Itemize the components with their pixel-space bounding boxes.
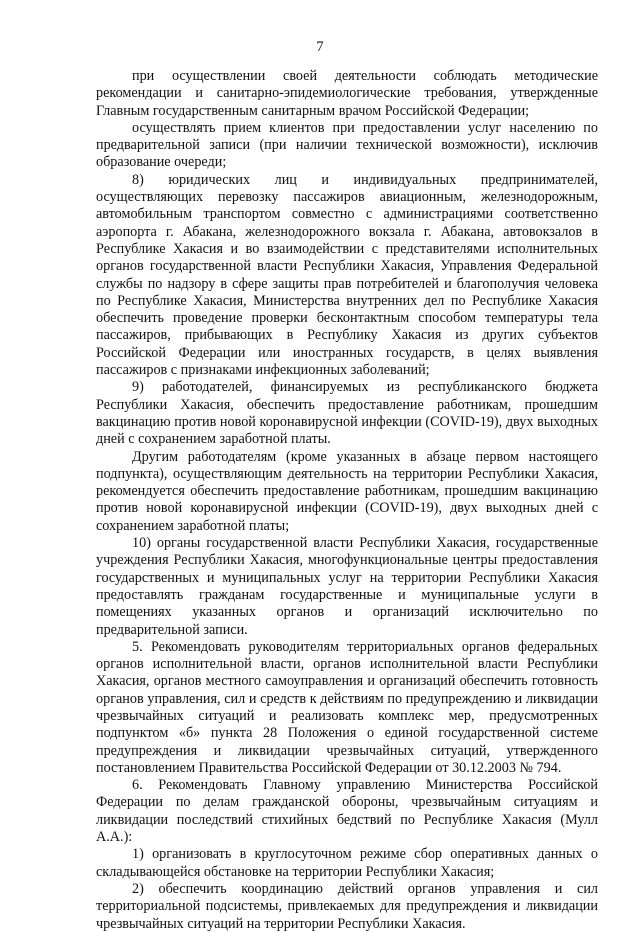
paragraph: 1) организовать в круглосуточном режиме сбор оперативных данных о складывающейся обстановке на территории Республики Хакасия;	[96, 846, 598, 880]
paragraph: 5. Рекомендовать руководителям территориальных органов федеральных органов исполнительной власти, органов исполнительной власти Республики Хакасия, органов местного самоуправления и организаций обеспечить готовность органов управления, сил и средств к действиям по предупреждению и ликвидации чрезвычайных ситуаций и реализовать комплекс мер, предусмотренных подпунктом «б» пункта 28 Положения о единой государственной системе предупреждения и ликвидации чрезвычайных ситуаций, утвержденного постановлением Правительства Российской Федерации от 30.12.2003 № 794.	[96, 638, 598, 776]
paragraph: 2) обеспечить координацию действий органов управления и сил территориальной подсистемы, привлекаемых для предупреждения и ликвидации чрезвычайных ситуаций на территории Республики Хакасия.	[96, 880, 598, 932]
document-body	[96, 68, 598, 933]
paragraph: осуществлять прием клиентов при предоставлении услуг населению по предварительной записи (при наличии технической возможности), исключив образование очереди;	[96, 119, 598, 171]
paragraph: 9) работодателей, финансируемых из республиканского бюджета Республики Хакасия, обеспечить предоставление работникам, прошедшим вакцинацию против новой коронавирусной инфекции (COVID-19), двух выходных дней с сохранением заработной платы.	[96, 379, 598, 448]
paragraph: 8) юридических лиц и индивидуальных предпринимателей, осуществляющих перевозку пассажиров авиационным, железнодорожным, автомобильным транспортом совместно с администрациями соответственно аэропорта г. Абакана, железнодорожного вокзала г. Абакана, автовокзалов в Республике Хакасия и во взаимодействии с представителями исполнительных органов государственной власти Республики Хакасия, Управления Федеральной службы по надзору в сфере защиты прав потребителей и благополучия человека по Республике Хакасия, Министерства внутренних дел по Республике Хакасия обеспечить проведение проверки бесконтактным способом температуры тела пассажиров, прибывающих в Республику Хакасия из других субъектов Российской Федерации или иностранных государств, в целях выявления пассажиров с признаками инфекционных заболеваний;	[96, 171, 598, 379]
paragraph: 10) органы государственной власти Республики Хакасия, государственные учреждения Республики Хакасия, многофункциональные центры предоставления государственных и муниципальных услуг на территории Республики Хакасия предоставлять гражданам государственные и муниципальные услуги в помещениях указанных органов и организаций исключительно по предварительной записи.	[96, 535, 598, 638]
paragraph: при осуществлении своей деятельности соблюдать методические рекомендации и санитарно-эпидемиологические требования, утвержденные Главным государственным санитарным врачом Российской Федерации;	[96, 68, 598, 119]
paragraph: Другим работодателям (кроме указанных в абзаце первом настоящего подпункта), осуществляющим деятельность на территории Республики Хакасия, рекомендуется обеспечить предоставление работникам, прошедшим вакцинацию против новой коронавирусной инфекции (COVID-19), двух выходных дней с сохранением заработной платы;	[96, 448, 598, 534]
paragraph: 6. Рекомендовать Главному управлению Министерства Российской Федерации по делам гражданской обороны, чрезвычайным ситуациям и ликвидации последствий стихийных бедствий по Республике Хакасия (Мулл А.А.):	[96, 777, 598, 846]
page-number: 7	[316, 39, 324, 55]
